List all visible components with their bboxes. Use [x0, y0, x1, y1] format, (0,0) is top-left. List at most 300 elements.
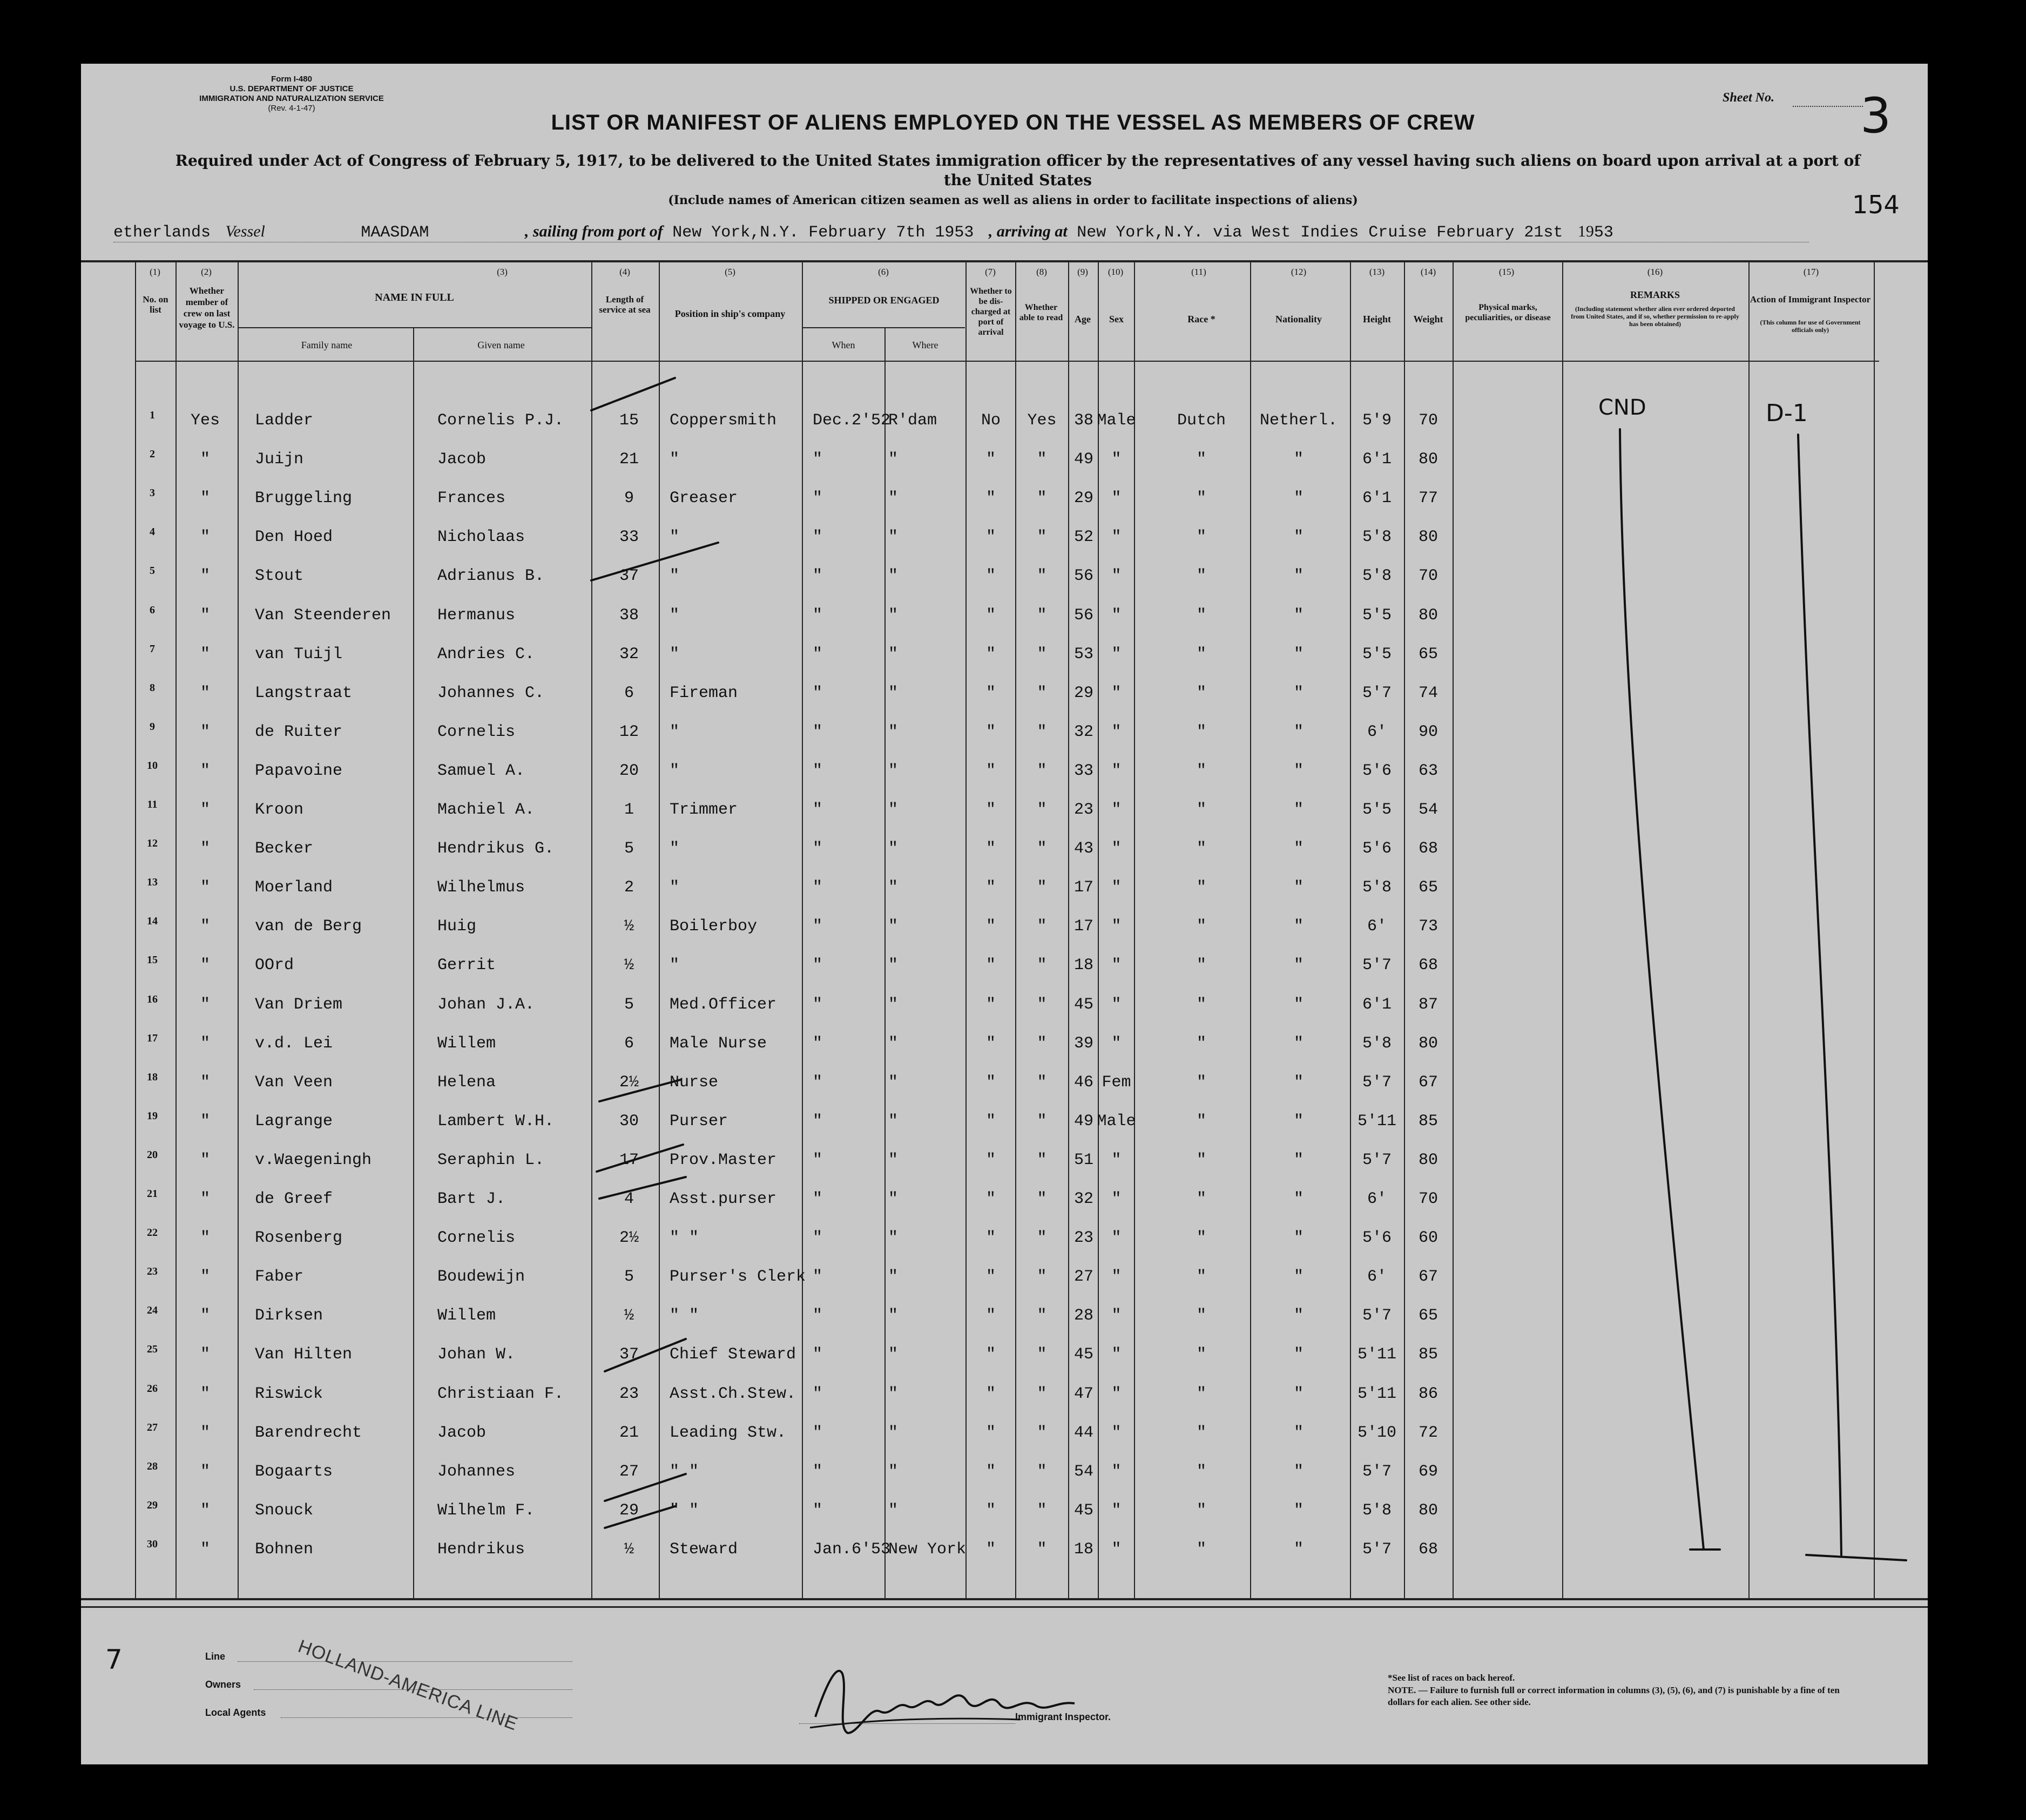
- sex: ": [1111, 801, 1122, 819]
- shipped-where: ": [888, 878, 899, 897]
- shipped-where: ": [888, 723, 899, 741]
- nationality: ": [1293, 1307, 1304, 1325]
- family-name: Van Veen: [255, 1073, 333, 1092]
- weight: 70: [1418, 411, 1438, 430]
- family-name: Becker: [255, 840, 314, 858]
- shipped-where: ": [888, 450, 899, 469]
- able-to-read: ": [1037, 1190, 1047, 1208]
- shipped-when: ": [813, 684, 823, 702]
- able-to-read: ": [1037, 1501, 1047, 1520]
- crew-last-voyage: ": [200, 1034, 210, 1053]
- able-to-read: ": [1037, 1268, 1047, 1286]
- discharged: No: [981, 411, 1001, 430]
- shipped-where: R'dam: [888, 411, 937, 430]
- nationality: ": [1293, 1345, 1304, 1364]
- crew-last-voyage: ": [200, 1268, 210, 1286]
- shipped-where: ": [888, 996, 899, 1014]
- position: Boilerboy: [670, 917, 758, 936]
- able-to-read: ": [1037, 684, 1047, 702]
- race: ": [1196, 762, 1206, 780]
- nationality: ": [1293, 1151, 1304, 1169]
- form-number: Form I-480: [271, 75, 312, 84]
- able-to-read: ": [1037, 956, 1047, 975]
- row-number: 8: [150, 682, 155, 694]
- race: ": [1196, 1424, 1206, 1442]
- family-name: Den Hoed: [255, 528, 333, 546]
- flag: etherlands: [113, 224, 211, 242]
- nationality: ": [1293, 1268, 1304, 1286]
- service-length: 30: [619, 1112, 639, 1131]
- position: Chief Steward: [670, 1345, 796, 1364]
- form-dept-line1: U.S. DEPARTMENT OF JUSTICE: [229, 84, 354, 93]
- weight: 86: [1418, 1385, 1438, 1403]
- service-length: 5: [624, 996, 634, 1014]
- race: ": [1196, 878, 1206, 897]
- nationality: ": [1293, 450, 1304, 469]
- age: 27: [1073, 1268, 1093, 1286]
- height: 5'5: [1362, 606, 1392, 625]
- crew-last-voyage: ": [200, 606, 210, 625]
- position: Asst.Ch.Stew.: [670, 1385, 796, 1403]
- sex: ": [1111, 840, 1122, 858]
- service-length: ½: [624, 1540, 634, 1559]
- race: ": [1196, 645, 1206, 664]
- crew-last-voyage: ": [200, 528, 210, 546]
- row-number: 30: [147, 1538, 158, 1550]
- nationality: ": [1293, 1540, 1304, 1559]
- discharged: ": [985, 450, 996, 469]
- position: Asst.purser: [670, 1190, 777, 1208]
- height: 5'7: [1362, 1307, 1392, 1325]
- age: 23: [1073, 801, 1093, 819]
- column-number: (12): [1291, 267, 1307, 277]
- position: Fireman: [670, 684, 738, 702]
- height: 5'8: [1362, 878, 1392, 897]
- penalty-note-text: — Failure to furnish full or correct information in columns (3), (5), (6), and (7) is punishable by a fine of ten dollars for each alien. See other side.: [1388, 1685, 1840, 1707]
- age: 47: [1073, 1385, 1093, 1403]
- shipped-when: ": [813, 1463, 823, 1481]
- crew-last-voyage: ": [200, 684, 210, 702]
- crew-last-voyage: ": [200, 840, 210, 858]
- discharged: ": [985, 956, 996, 975]
- given-name: Adrianus B.: [437, 567, 545, 585]
- race: ": [1196, 840, 1206, 858]
- col6-header: SHIPPED OR ENGAGED: [828, 295, 940, 306]
- family-name: Papavoine: [255, 762, 343, 780]
- age: 56: [1073, 606, 1093, 625]
- service-length: 2: [624, 878, 634, 897]
- discharged: ": [985, 1385, 996, 1403]
- crew-last-voyage: ": [200, 996, 210, 1014]
- col16-note: (Including statement whether alien ever ordered deported from United States, and if so, whether permission to re-apply has been obtained): [1571, 305, 1739, 328]
- discharged: ": [985, 878, 996, 897]
- service-check-mark: [605, 1474, 686, 1501]
- action-end-bar: [1806, 1555, 1906, 1560]
- race: ": [1196, 450, 1206, 469]
- crew-last-voyage: Yes: [190, 411, 220, 430]
- age: 53: [1073, 645, 1093, 664]
- family-name: Langstraat: [255, 684, 353, 702]
- penalty-note-label: NOTE.: [1388, 1685, 1416, 1695]
- weight: 68: [1418, 840, 1438, 858]
- weight: 80: [1418, 450, 1438, 469]
- position: Greaser: [670, 489, 738, 508]
- shipped-when: ": [813, 1345, 823, 1364]
- age: 38: [1073, 411, 1093, 430]
- service-length: 4: [624, 1190, 634, 1208]
- crew-last-voyage: ": [200, 645, 210, 664]
- age: 17: [1073, 878, 1093, 897]
- height: 6': [1367, 1190, 1387, 1208]
- shipped-when: ": [813, 1229, 823, 1247]
- able-to-read: ": [1037, 528, 1047, 546]
- nationality: ": [1293, 645, 1304, 664]
- sex: ": [1111, 1034, 1122, 1053]
- service-length: 20: [619, 762, 639, 780]
- given-name: Helena: [437, 1073, 496, 1092]
- crew-last-voyage: ": [200, 801, 210, 819]
- race: ": [1196, 1463, 1206, 1481]
- shipped-where: New York: [888, 1540, 967, 1559]
- sex: Male: [1097, 1112, 1136, 1131]
- service-length: 1: [624, 801, 634, 819]
- height: 5'5: [1362, 801, 1392, 819]
- service-length: ½: [624, 917, 634, 936]
- able-to-read: ": [1037, 840, 1047, 858]
- position: ": [670, 450, 680, 469]
- age: 54: [1073, 1463, 1093, 1481]
- nationality: ": [1293, 1385, 1304, 1403]
- row-number: 13: [147, 876, 158, 888]
- weight: 90: [1418, 723, 1438, 741]
- height: 5'7: [1362, 1540, 1392, 1559]
- shipped-where: ": [888, 1190, 899, 1208]
- sex: ": [1111, 645, 1122, 664]
- given-name: Lambert W.H.: [437, 1112, 555, 1131]
- service-check-mark: [599, 1177, 686, 1199]
- given-name: Machiel A.: [437, 801, 535, 819]
- discharged: ": [985, 1190, 996, 1208]
- sex: ": [1111, 567, 1122, 585]
- race: ": [1196, 956, 1206, 975]
- shipped-where: ": [888, 528, 899, 546]
- shipped-when: ": [813, 1073, 823, 1092]
- given-name: Johan J.A.: [437, 996, 535, 1014]
- weight: 65: [1418, 878, 1438, 897]
- family-name: Lagrange: [255, 1112, 333, 1131]
- service-length: 5: [624, 1268, 634, 1286]
- position: Med.Officer: [670, 996, 777, 1014]
- sex: Fem: [1102, 1073, 1131, 1092]
- weight: 54: [1418, 801, 1438, 819]
- discharged: ": [985, 1424, 996, 1442]
- discharged: ": [985, 1345, 996, 1364]
- height: 6': [1367, 917, 1387, 936]
- shipped-where: ": [888, 567, 899, 585]
- age: 56: [1073, 567, 1093, 585]
- col11-header: Race *: [1187, 314, 1215, 324]
- given-name: Johannes C.: [437, 684, 545, 702]
- family-name: Van Hilten: [255, 1345, 353, 1364]
- discharged: ": [985, 606, 996, 625]
- family-name: Bogaarts: [255, 1463, 333, 1481]
- height: 5'8: [1362, 528, 1392, 546]
- shipped-where: ": [888, 606, 899, 625]
- height: 5'11: [1357, 1112, 1396, 1131]
- weight: 87: [1418, 996, 1438, 1014]
- age: 18: [1073, 1540, 1093, 1559]
- shipped-where: ": [888, 1345, 899, 1364]
- shipped-where: ": [888, 1073, 899, 1092]
- height: 5'6: [1362, 762, 1392, 780]
- discharged: ": [985, 489, 996, 508]
- shipped-when: ": [813, 1424, 823, 1442]
- service-length: 37: [619, 567, 639, 585]
- position: Leading Stw.: [670, 1424, 787, 1442]
- able-to-read: ": [1037, 489, 1047, 508]
- race: ": [1196, 684, 1206, 702]
- sex: ": [1111, 1307, 1122, 1325]
- crew-last-voyage: ": [200, 489, 210, 508]
- crew-last-voyage: ": [200, 1540, 210, 1559]
- shipped-where: ": [888, 840, 899, 858]
- crew-last-voyage: ": [200, 917, 210, 936]
- age: 51: [1073, 1151, 1093, 1169]
- sex: ": [1111, 606, 1122, 625]
- sex: ": [1111, 762, 1122, 780]
- shipped-where: ": [888, 762, 899, 780]
- service-length: 33: [619, 528, 639, 546]
- service-length: 6: [624, 684, 634, 702]
- age: 45: [1073, 1501, 1093, 1520]
- row-number: 22: [147, 1227, 158, 1239]
- crew-last-voyage: ": [200, 1424, 210, 1442]
- crew-last-voyage: ": [200, 1229, 210, 1247]
- service-check-mark: [591, 543, 718, 580]
- able-to-read: ": [1037, 1229, 1047, 1247]
- nationality: Netherl.: [1259, 411, 1338, 430]
- footer-owners-label: Owners: [205, 1679, 241, 1690]
- given-name: Jacob: [437, 1424, 487, 1442]
- page-title: LIST OR MANIFEST OF ALIENS EMPLOYED ON THE VESSEL AS MEMBERS OF CREW: [551, 111, 1475, 134]
- row-number: 1: [150, 409, 155, 421]
- row-number: 18: [147, 1071, 158, 1083]
- weight: 68: [1418, 1540, 1438, 1559]
- col5-header: Position in ship's company: [674, 308, 786, 319]
- row-number: 17: [147, 1032, 158, 1044]
- family-name: v.d. Lei: [255, 1034, 333, 1053]
- row-number: 10: [147, 760, 158, 772]
- row-number: 14: [147, 915, 158, 927]
- given-name: Frances: [437, 489, 506, 508]
- service-length: 37: [619, 1345, 639, 1364]
- sex: ": [1111, 996, 1122, 1014]
- shipped-where: ": [888, 1112, 899, 1131]
- age: 45: [1073, 1345, 1093, 1364]
- col17-header: Action of Immigrant Inspector: [1750, 294, 1871, 305]
- race: ": [1196, 567, 1206, 585]
- able-to-read: ": [1037, 1307, 1047, 1325]
- column-number: (13): [1369, 267, 1385, 277]
- form-rev: (Rev. 4-1-47): [268, 104, 315, 113]
- race: ": [1196, 1307, 1206, 1325]
- discharged: ": [985, 1229, 996, 1247]
- height: 5'8: [1362, 1501, 1392, 1520]
- height: 6': [1367, 723, 1387, 741]
- weight: 80: [1418, 528, 1438, 546]
- sex: ": [1111, 450, 1122, 469]
- able-to-read: ": [1037, 1463, 1047, 1481]
- shipped-where: ": [888, 1268, 899, 1286]
- col13-header: Height: [1363, 314, 1391, 324]
- weight: 74: [1418, 684, 1438, 702]
- given-name: Hendrikus: [437, 1540, 525, 1559]
- race: ": [1196, 1540, 1206, 1559]
- given-name: Christiaan F.: [437, 1385, 564, 1403]
- height: 5'6: [1362, 840, 1392, 858]
- nationality: ": [1293, 723, 1304, 741]
- crew-last-voyage: ": [200, 1463, 210, 1481]
- weight: 63: [1418, 762, 1438, 780]
- discharged: ": [985, 1073, 996, 1092]
- height: 6': [1367, 1268, 1387, 1286]
- discharged: ": [985, 762, 996, 780]
- column-number: (14): [1420, 267, 1436, 277]
- family-name: Stout: [255, 567, 304, 585]
- given-name: Johan W.: [437, 1345, 516, 1364]
- age: 49: [1073, 1112, 1093, 1131]
- include-note: (Include names of American citizen seamen as well as aliens in order to facilitate inspections of aliens): [668, 193, 1358, 207]
- age: 32: [1073, 1190, 1093, 1208]
- race: ": [1196, 1034, 1206, 1053]
- crew-last-voyage: ": [200, 1307, 210, 1325]
- row-number: 11: [147, 799, 158, 810]
- weight: 80: [1418, 606, 1438, 625]
- nationality: ": [1293, 1112, 1304, 1131]
- column-number: (10): [1107, 267, 1124, 277]
- row-number: 5: [150, 565, 155, 577]
- service-length: 15: [619, 411, 639, 430]
- age: 29: [1073, 684, 1093, 702]
- able-to-read: ": [1037, 917, 1047, 936]
- position: " ": [670, 1501, 699, 1520]
- race: ": [1196, 1229, 1206, 1247]
- race: ": [1196, 1073, 1206, 1092]
- col12-header: Nationality: [1275, 314, 1322, 324]
- race: ": [1196, 1112, 1206, 1131]
- position: ": [670, 840, 680, 858]
- position: " ": [670, 1463, 699, 1481]
- row-number: 4: [150, 526, 155, 538]
- given-name: Jacob: [437, 450, 487, 469]
- able-to-read: ": [1037, 606, 1047, 625]
- row-number: 20: [147, 1149, 158, 1161]
- family-name: Snouck: [255, 1501, 314, 1520]
- able-to-read: ": [1037, 723, 1047, 741]
- shipped-when: ": [813, 996, 823, 1014]
- year-prefix: 19: [1577, 222, 1594, 240]
- given-name: Cornelis: [437, 1229, 516, 1247]
- service-length: 2½: [619, 1229, 639, 1247]
- age: 18: [1073, 956, 1093, 975]
- discharged: ": [985, 1034, 996, 1053]
- footer-agents-underline: [281, 1717, 572, 1718]
- weight: 72: [1418, 1424, 1438, 1442]
- family-name: de Greef: [255, 1190, 333, 1208]
- service-check-mark: [591, 378, 675, 410]
- discharged: ": [985, 1463, 996, 1481]
- footer-line-underline: [238, 1661, 572, 1662]
- position: ": [670, 762, 680, 780]
- crew-last-voyage: ": [200, 1073, 210, 1092]
- sex: ": [1111, 684, 1122, 702]
- weight: 67: [1418, 1268, 1438, 1286]
- col6a-header: When: [832, 340, 855, 350]
- service-length: 2½: [619, 1073, 639, 1092]
- position: ": [670, 567, 680, 585]
- year-suffix: 53: [1593, 224, 1613, 242]
- weight: 69: [1418, 1463, 1438, 1481]
- age: 23: [1073, 1229, 1093, 1247]
- action-ditto-line: [1798, 435, 1841, 1555]
- able-to-read: ": [1037, 1385, 1047, 1403]
- sheet-label: Sheet No.: [1723, 91, 1774, 105]
- shipped-where: ": [888, 801, 899, 819]
- shipped-where: ": [888, 917, 899, 936]
- discharged: ": [985, 684, 996, 702]
- nationality: ": [1293, 840, 1304, 858]
- position: Coppersmith: [670, 411, 777, 430]
- shipped-when: ": [813, 1501, 823, 1520]
- able-to-read: Yes: [1027, 411, 1057, 430]
- race: ": [1196, 1345, 1206, 1364]
- column-number: (6): [878, 267, 889, 277]
- crew-last-voyage: ": [200, 1112, 210, 1131]
- weight: 77: [1418, 489, 1438, 508]
- column-number: (1): [150, 267, 160, 277]
- shipped-when: ": [813, 878, 823, 897]
- col17-note: (This column for use of Government officials only): [1760, 319, 1861, 334]
- row-number: 3: [150, 487, 155, 499]
- company-stamp: HOLLAND-AMERICA LINE: [295, 1636, 521, 1735]
- height: 5'7: [1362, 956, 1392, 975]
- row-number: 6: [150, 604, 155, 616]
- row-number: 7: [150, 643, 155, 655]
- service-length: 9: [624, 489, 634, 508]
- height: 5'10: [1357, 1424, 1396, 1442]
- col16-header: REMARKS: [1630, 289, 1680, 300]
- able-to-read: ": [1037, 1345, 1047, 1364]
- nationality: ": [1293, 1229, 1304, 1247]
- row-number: 19: [147, 1110, 158, 1122]
- able-to-read: ": [1037, 1073, 1047, 1092]
- discharged: ": [985, 1501, 996, 1520]
- able-to-read: ": [1037, 801, 1047, 819]
- position: ": [670, 956, 680, 975]
- remarks-ditto-line: [1620, 429, 1704, 1550]
- able-to-read: ": [1037, 450, 1047, 469]
- row-number: 16: [147, 993, 158, 1005]
- sex: ": [1111, 1540, 1122, 1559]
- position: ": [670, 878, 680, 897]
- able-to-read: ": [1037, 1034, 1047, 1053]
- position: ": [670, 723, 680, 741]
- discharged: ": [985, 645, 996, 664]
- col4-header: Length of service at sea: [599, 294, 651, 315]
- family-name: Riswick: [255, 1385, 323, 1403]
- sailing-label: , sailing from port of: [524, 222, 663, 240]
- family-name: Van Steenderen: [255, 606, 391, 625]
